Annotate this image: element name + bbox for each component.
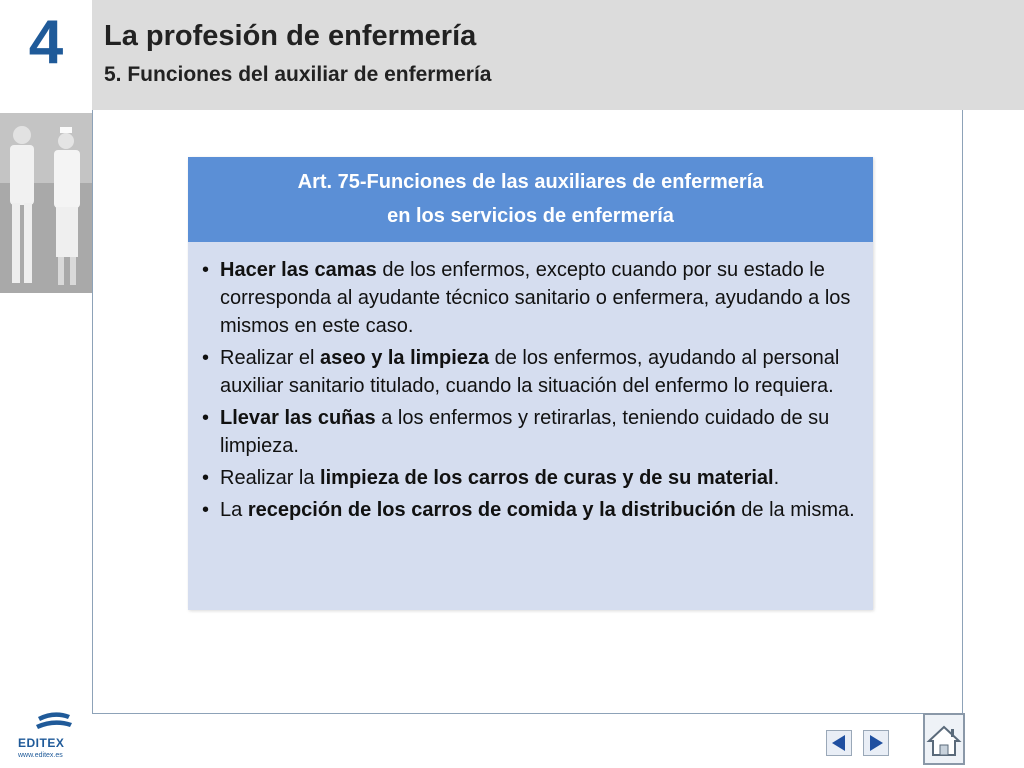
card-heading [188,157,873,242]
historical-photo [0,113,92,293]
chapter-badge [0,0,92,110]
prev-button[interactable] [826,730,852,756]
nurses-photo-icon [0,113,92,293]
list-item: • La recepción de los carros de comida y la distribución de la misma. [202,496,859,524]
chapter-number: 4 [28,8,64,77]
page-subtitle: 5. Funciones del auxiliar de enfermería [104,63,492,86]
home-icon [925,715,963,763]
home-button[interactable] [923,713,965,765]
list-item: • Realizar la limpieza de los carros de curas y de su material. [202,464,859,492]
next-button[interactable] [863,730,889,756]
slide-header [0,0,1024,110]
logo-url: www.editex.es [18,752,63,759]
card-heading-line-2: en los servicios de enfermería [387,205,674,227]
page-title: La profesión de enfermería [104,20,477,52]
functions-list [188,242,873,524]
card-heading-line-1: Art. 75-Funciones de las auxiliares de enfermería [297,171,764,193]
list-item: • Hacer las camas de los enfermos, excepto cuando por su estado le corresponda al ayudante técnico sanitario o enfermera, ayudando a los mismos en este caso. [202,256,859,340]
editex-logo-icon [34,709,74,735]
logo-text: EDITEX [18,736,65,750]
list-item: • Realizar el aseo y la limpieza de los enfermos, ayudando al personal auxiliar sanitario titulado, cuando la situación del enfermo lo requiera. [202,344,859,400]
prev-arrow-icon [827,731,851,755]
list-item: • Llevar las cuñas a los enfermos y retirarlas, teniendo cuidado de su limpieza. [202,404,859,460]
functions-card [188,157,873,610]
next-arrow-icon [864,731,888,755]
